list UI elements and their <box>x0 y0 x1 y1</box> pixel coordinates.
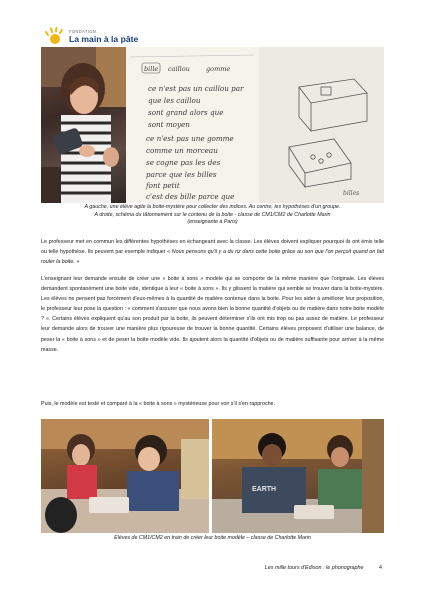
photo-hypotheses-sheet <box>126 47 259 203</box>
photo-students-building-left <box>41 419 209 533</box>
handwriting-line: sont grand alors que <box>148 108 224 117</box>
handwriting-line: se cogne pas les des <box>146 158 221 167</box>
schema-label: billes <box>343 190 360 197</box>
paragraph-hypotheses <box>41 237 384 267</box>
paragraph-hypotheses-end: » <box>74 259 80 266</box>
handwriting-line: caillou <box>168 65 190 73</box>
handwriting-line: ce n'est pas un caillou par <box>148 84 244 93</box>
page-footer <box>265 565 382 571</box>
figure1-caption-line1: A gauche, une élève agite la boite-mystère pour collecter des indices. Au centre, les hypothèses d'un groupe. <box>84 204 341 210</box>
handwriting-line: comme un morceau <box>146 146 218 155</box>
handwriting-line: que les caillou <box>148 96 201 105</box>
photo-girl-shaking-box <box>41 47 126 203</box>
handwriting-line: parce que les billes <box>146 170 217 179</box>
logo-org: FONDATION <box>69 29 97 35</box>
page-number: 4 <box>379 565 382 571</box>
figure1-caption-line3: (enseignante à Paris) <box>187 219 238 226</box>
photo-box-schema <box>259 47 384 203</box>
figure1-caption-line2: A droite, schéma du tâtonnement sur le contenu de la boite - classe de CM1/CM2 de Charlotte Marin <box>94 211 331 218</box>
paragraph-model-box: L'enseignant leur demande ensuite de créer une « boite à sons » modèle qui se comporte de la même manière que l'originale. Les élèves demandent spontanément une boite vide, identique à leur « boite à sons ». Ils y glissent la matière qui semble se trouver dans la boite-mystère. Les élèves ne pensent pas forcément d'eux-mêmes à la quantité de matière contenue dans la boite. Pour les aider à améliorer leur proposition, le professeur leur pose la question : « comment s'assurer que nous avons bien la bonne quantité d'objets ou de matière dans notre boite modèle ? ». Certains élèves expliquent qu'au son produit par la boite, ils peuvent déterminer s'ils ont mis trop ou pas assez de matière. Le professeur leur demande alors de trouver une manière plus rigoureuse de trouver la bonne quantité. Certains élèves proposent d'utiliser une balance, de peser la « boite à sons » et de peser la boite modèle vide. Ils ajoutent alors la quantité d'objets ou de matière suffisante pour arriver à la même masse. <box>41 276 384 353</box>
logo-name: La main à la pâte <box>69 34 139 45</box>
handwriting-line: font petit <box>146 181 180 190</box>
student-quote: Nous pensons qu'il y a du riz dans cette boite grâce au son que l'on perçoit quand on fait rouler la boite. <box>41 249 384 266</box>
shirt-text: EARTH <box>252 486 277 493</box>
photo-students-building-right <box>212 419 384 533</box>
handwriting-line: c'est des bille parce que <box>146 192 235 201</box>
handwriting-line: gomme <box>206 65 231 73</box>
footer-title: Les mille tours d'Edison : le phonographe <box>264 565 364 571</box>
paragraph-test: Puis, le modèle est testé et comparé à la « boite à sons » mystérieuse pour voir s'il s'en rapproche. <box>41 401 276 407</box>
handwriting-line: sont moyen <box>148 120 190 129</box>
foundation-logo <box>44 27 138 47</box>
paragraph-hypotheses-text: Le professeur met en commun les différentes hypothèses en échangeant avec la classe. Les élèves doivent expliquer pourquoi ils ont émis telle ou telle hypothèse. Ils peuvent par exemple indiquer « <box>41 239 384 256</box>
handwriting-line: bille <box>144 65 159 73</box>
handwriting-line: ce n'est pas une gomme <box>146 134 234 143</box>
sun-hand-icon <box>44 27 66 47</box>
figure1-caption <box>41 204 384 227</box>
figure2-caption: Elèves de CM1/CM2 en train de créer leur boite modèle – classe de Charlotte Marin <box>114 535 311 541</box>
